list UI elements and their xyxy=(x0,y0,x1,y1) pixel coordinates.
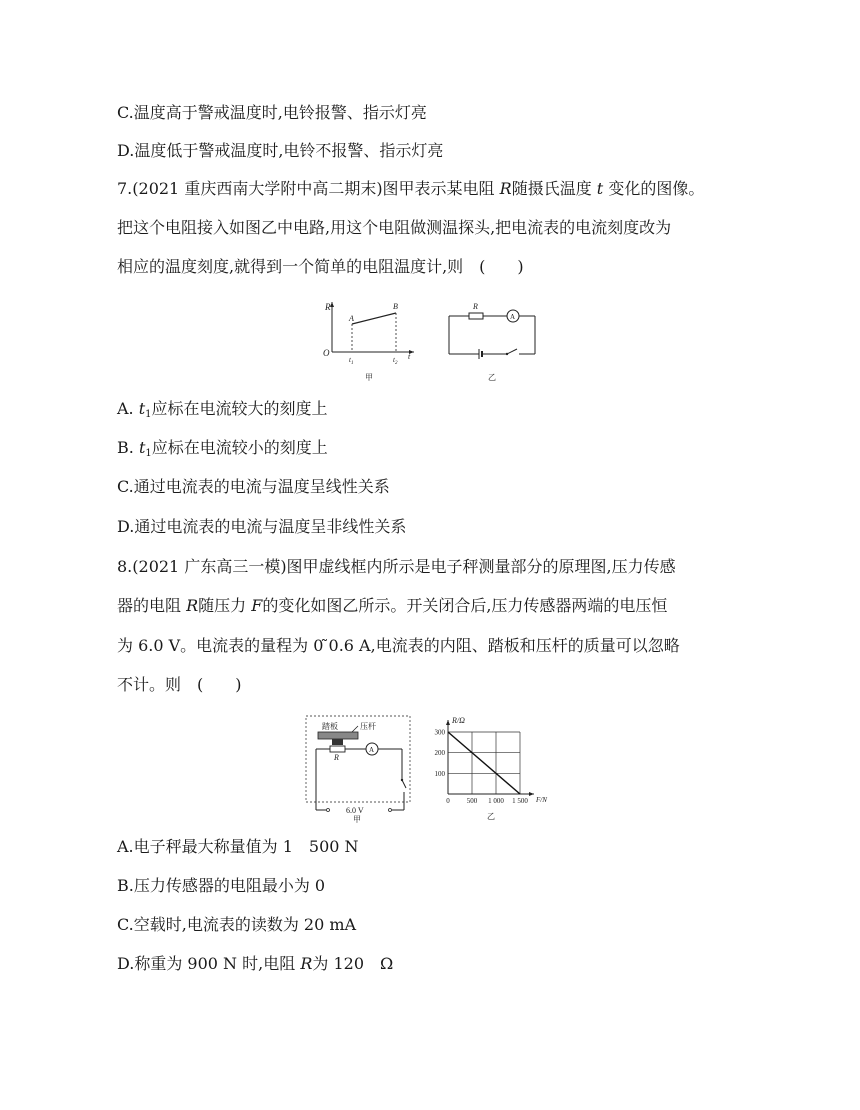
origin-label: O xyxy=(323,348,330,358)
fig8-yi-graph xyxy=(426,712,566,824)
x-tick-label: 1 500 xyxy=(512,797,528,805)
x-axis-label: F/N xyxy=(536,796,547,804)
tick-t1: $t_1$ xyxy=(349,356,354,366)
resistor-symbol xyxy=(469,313,483,319)
q6-option-c: C.温度高于警戒温度时,电铃报警、指示灯亮 xyxy=(117,103,427,122)
q8-option-c: C.空载时,电流表的读数为 20 mA xyxy=(117,915,357,934)
axis-label-r: R xyxy=(325,302,331,312)
terminal xyxy=(389,809,392,812)
y-tick-label: 200 xyxy=(434,749,445,758)
voltage-label: 6.0 V xyxy=(346,806,364,815)
y-axis-arrow xyxy=(446,720,450,725)
axis-label-t: t xyxy=(408,352,411,361)
q8-stem-line4: 不计。则 ( ) xyxy=(117,675,242,694)
sensor-resistor-label: R xyxy=(334,753,339,762)
axes xyxy=(446,720,534,796)
q8-option-d: D.称重为 900 N 时,电阻 R为 120 Ω xyxy=(117,954,394,973)
fig8-jia-circuit xyxy=(300,712,420,824)
q7-option-b: B. $t_1$应标在电流较小的刻度上 xyxy=(117,438,328,459)
q8-stem-line3: 为 6.0 V。电流表的量程为 0 ̃0.6 A,电流表的内阻、踏板和压杆的质量可以忽略 xyxy=(117,636,680,655)
point-a-label: A xyxy=(349,314,354,323)
series xyxy=(448,732,520,794)
q8-option-b: B.压力传感器的电阻最小为 0 xyxy=(117,876,326,895)
x-axis-arrow xyxy=(529,792,534,796)
r-f-line xyxy=(448,732,520,794)
y-axis-arrow xyxy=(330,302,334,307)
fig8-caption-jia: 甲 xyxy=(353,815,361,824)
q7-stem-line3: 相应的温度刻度,就得到一个简单的电阻温度计,则 ( ) xyxy=(117,257,524,276)
q7-stem-line2: 把这个电阻接入如图乙中电路,用这个电阻做测温探头,把电流表的电流刻度改为 xyxy=(117,218,672,237)
q7-stem-line1: 7.(2021 重庆西南大学附中高二期末)图甲表示某电阻 R随摄氏温度 t 变化的图像。 xyxy=(117,179,705,198)
q8-stem-line2: 器的电阻 R随压力 F的变化如图乙所示。开关闭合后,压力传感器两端的电压恒 xyxy=(117,596,668,615)
fig7-caption-jia: 甲 xyxy=(365,373,373,382)
fig7-jia-graph xyxy=(318,296,428,384)
y-tick-label: 300 xyxy=(434,728,445,737)
fig7-yi-circuit xyxy=(443,296,543,384)
switch-blade xyxy=(402,780,406,788)
rod-label: 压杆 xyxy=(360,722,376,731)
y-tick-label: 100 xyxy=(434,769,445,778)
terminal xyxy=(327,809,330,812)
q7-option-d: D.通过电流表的电流与温度呈非线性关系 xyxy=(117,517,407,536)
pedal-symbol xyxy=(318,732,358,739)
switch-blade xyxy=(507,349,517,354)
fig8-caption-yi: 乙 xyxy=(487,812,495,821)
tick-t2: $t_2$ xyxy=(393,356,398,366)
sensor-resistor-symbol xyxy=(330,746,345,752)
point-b-label: B xyxy=(393,302,398,311)
x-tick-labels xyxy=(446,797,528,805)
q7-option-c: C.通过电流表的电流与温度呈线性关系 xyxy=(117,477,390,496)
x-tick-label: 0 xyxy=(446,797,450,805)
pedal-label: 踏板 xyxy=(322,722,338,731)
y-tick-labels xyxy=(435,729,446,778)
ammeter-label: A xyxy=(510,313,516,321)
r-t-line xyxy=(352,313,396,324)
q6-option-d: D.温度低于警戒温度时,电铃不报警、指示灯亮 xyxy=(117,141,444,160)
x-tick-label: 1 000 xyxy=(488,797,504,805)
y-axis-label: R/Ω xyxy=(452,716,465,725)
resistor-label: R xyxy=(473,302,478,311)
fig7-caption-yi: 乙 xyxy=(488,373,496,382)
q8-option-a: A.电子秤最大称量值为 1 500 N xyxy=(117,837,359,856)
rod-symbol xyxy=(332,739,343,745)
x-tick-label: 500 xyxy=(466,797,478,805)
q7-option-a: A. $t_1$应标在电流较大的刻度上 xyxy=(117,399,328,420)
q8-stem-line1: 8.(2021 广东高三一模)图甲虚线框内所示是电子秤测量部分的原理图,压力传感 xyxy=(117,557,676,576)
ammeter-label: A xyxy=(369,746,375,754)
